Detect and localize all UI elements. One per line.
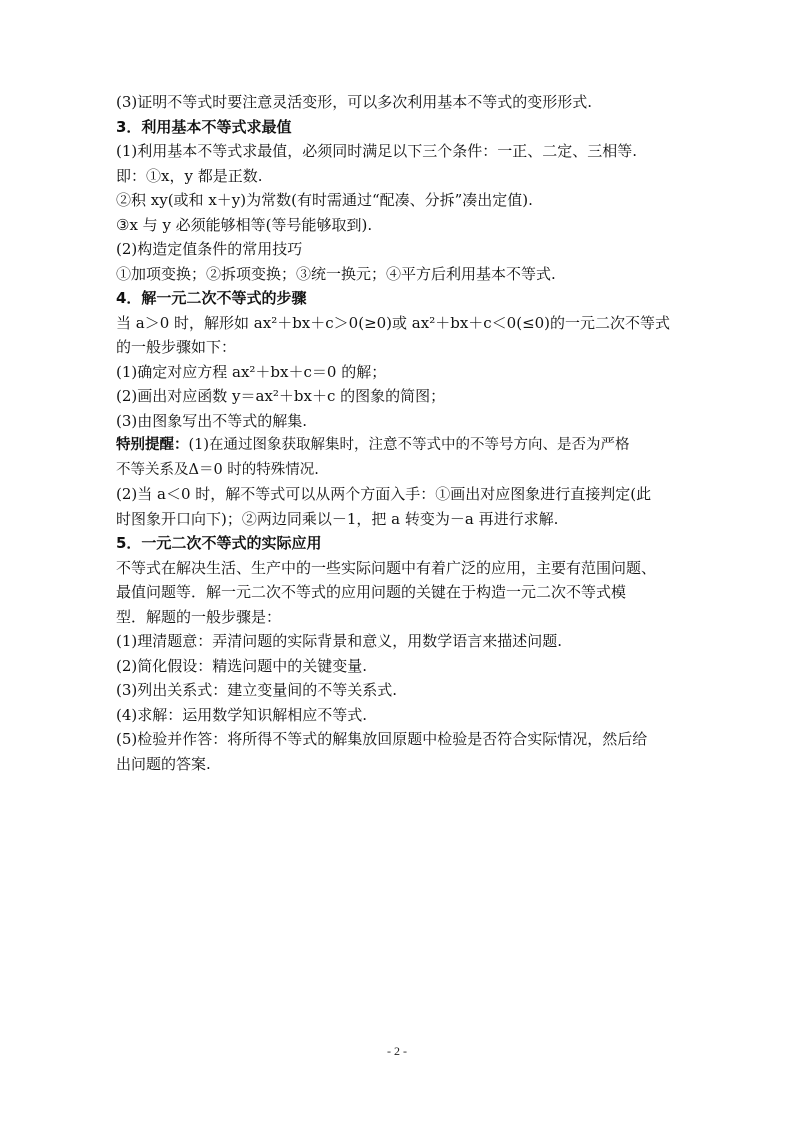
- paragraph-line: 即：①x，y 都是正数.: [116, 166, 263, 185]
- section-heading-5: 5．一元二次不等式的实际应用: [116, 534, 322, 552]
- paragraph-line: (3)列出关系式：建立变量间的不等关系式.: [116, 681, 398, 699]
- paragraph-line: (5)检验并作答：将所得不等式的解集放回原题中检验是否符合实际情况，然后给: [116, 730, 648, 748]
- paragraph-line: ①加项变换；②拆项变换；③统一换元；④平方后利用基本不等式.: [116, 264, 556, 283]
- paragraph-line: 时图象开口向下)；②两边同乘以－1，把 a 转变为－a 再进行求解.: [116, 509, 559, 528]
- paragraph-line: (3)证明不等式时要注意灵活变形，可以多次利用基本不等式的变形形式.: [116, 93, 593, 111]
- paragraph-line: 的一般步骤如下：: [116, 338, 237, 356]
- paragraph-line: 不等式在解决生活、生产中的一些实际问题中有着广泛的应用，主要有范围问题、: [116, 558, 657, 577]
- paragraph-line: ②积 xy(或和 x＋y)为常数(有时需通过“配凑、分拆”凑出定值).: [116, 191, 533, 209]
- paragraph-line: (2)当 a＜0 时，解不等式可以从两个方面入手：①画出对应图象进行直接判定(此: [116, 485, 652, 503]
- paragraph-line: (3)由图象写出不等式的解集.: [116, 411, 308, 430]
- paragraph-line: 型．解题的一般步骤是：: [116, 607, 282, 626]
- special-note-line: [116, 433, 694, 458]
- special-note-text: (1)在通过图象获取解集时，注意不等式中的不等号方向、是否为严格: [188, 437, 630, 453]
- paragraph-line: ③x 与 y 必须能够相等(等号能够取到).: [116, 215, 373, 234]
- section-heading-4: 4．解一元二次不等式的步骤: [116, 289, 307, 307]
- paragraph-line: 最值问题等．解一元二次不等式的应用问题的关键在于构造一元二次不等式模: [116, 583, 627, 601]
- paragraph-line: (2)画出对应函数 y＝ax²＋bx＋c 的图象的简图；: [116, 387, 446, 405]
- paragraph-line: (1)理清题意：弄清问题的实际背景和意义，用数学语言来描述问题.: [116, 632, 563, 650]
- paragraph-line: (2)构造定值条件的常用技巧: [116, 240, 303, 258]
- paragraph-line: 不等关系及Δ＝0 时的特殊情况.: [116, 461, 319, 478]
- paragraph-line: 当 a＞0 时，解形如 ax²＋bx＋c＞0(≥0)或 ax²＋bx＋c＜0(≤0)的一元二次不等式: [116, 313, 671, 332]
- paragraph-line: (1)利用基本不等式求最值，必须同时满足以下三个条件：一正、二定、三相等.: [116, 142, 638, 160]
- page-number: - 2 -: [387, 1044, 407, 1058]
- paragraph-line: 出问题的答案.: [116, 754, 211, 773]
- section-heading-3: 3．利用基本不等式求最值: [116, 117, 292, 136]
- document-body: [116, 90, 694, 776]
- paragraph-line: (2)简化假设：精选问题中的关键变量.: [116, 656, 368, 675]
- special-note-label: 特别提醒：: [116, 437, 189, 453]
- paragraph-line: (1)确定对应方程 ax²＋bx＋c＝0 的解；: [116, 362, 387, 381]
- paragraph-line: (4)求解：运用数学知识解相应不等式.: [116, 705, 368, 724]
